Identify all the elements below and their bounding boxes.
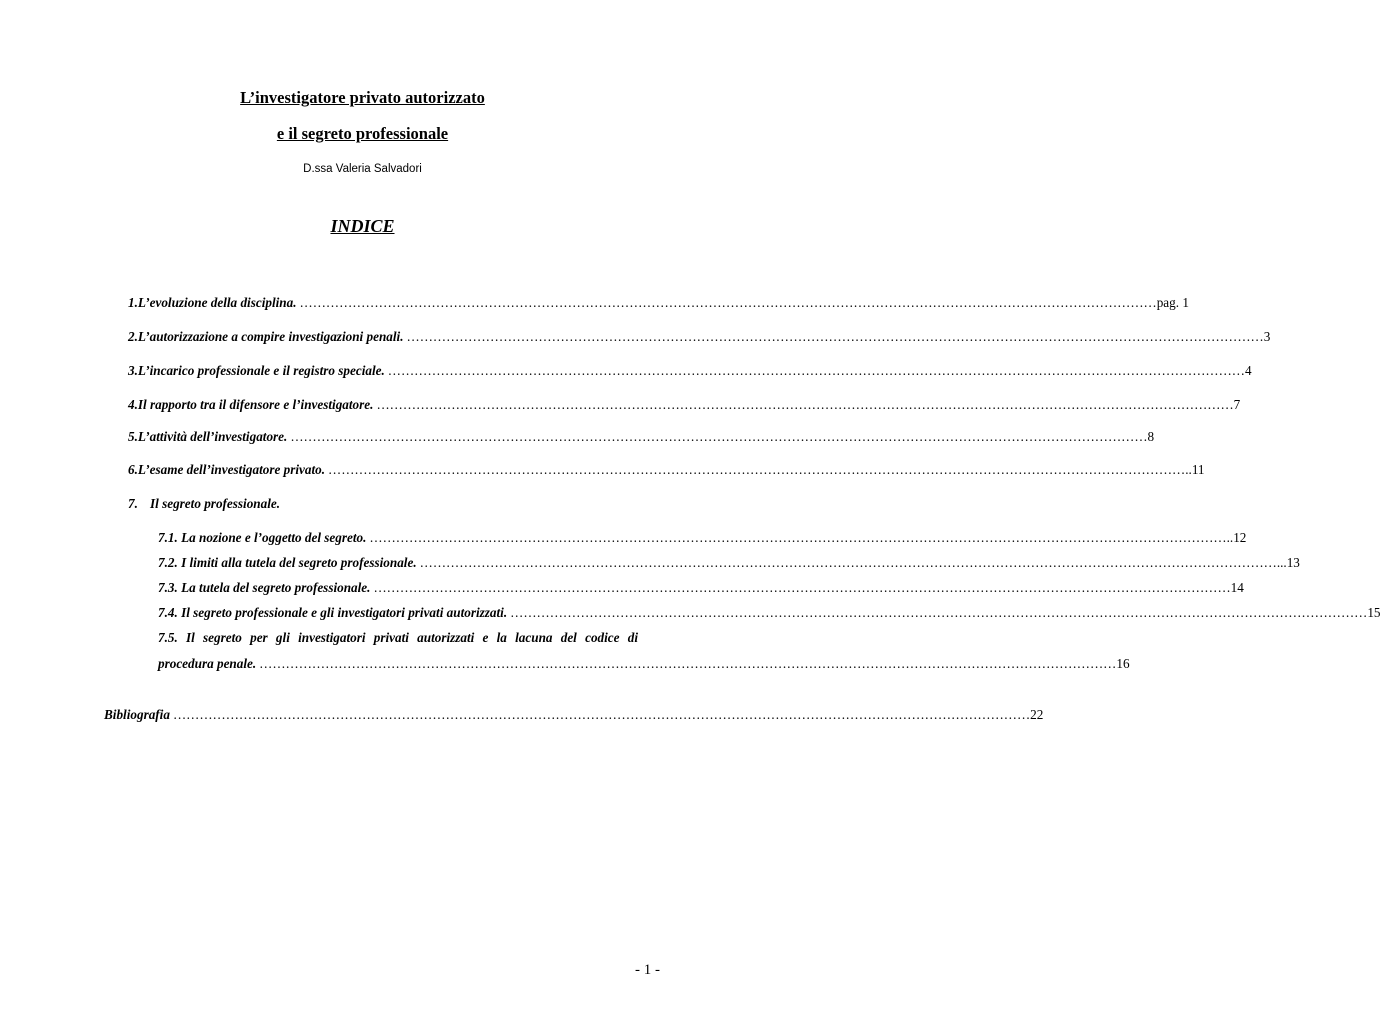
toc-entry-5 [128,429,1155,445]
toc-entry-page: 3 [1263,329,1271,344]
document-title-line1: L’investigatore privato autorizzato [240,88,485,107]
subtoc-entry-label: 7.1. La nozione e l’oggetto del segreto. [158,530,367,545]
toc-leader-dots: …………………………………………………………………………………………………………………………………………………………………………… [299,295,1157,310]
toc-leader-dots: …………………………………………………………………………………………………………………………………………………………………………… [259,656,1117,671]
toc-entry-2 [128,329,1271,345]
toc-entry-label: Il segreto professionale. [150,496,281,511]
toc-entry-7 [128,496,638,512]
subtoc-entry-page: 14 [1230,580,1244,595]
toc-leader-dots: …………………………………………………………………………………………………………………………………………………………………………… [172,707,1031,722]
toc-leader-dots: …………………………………………………………………………………………………………………………………………………………………………… [369,530,1227,545]
toc-entry-number: 1. [128,295,138,310]
subtoc-entry-7-5-line1: 7.5. Il segreto per gli investigatori privati autorizzati e la lacuna del codice di [158,630,638,645]
subtoc-entry-label: 7.2. I limiti alla tutela del segreto professionale. [158,555,417,570]
toc-entry-label: L’evoluzione della disciplina. [137,295,297,310]
toc-entry-label: Il rapporto tra il difensore e l’investigatore. [137,397,374,412]
toc-entry-label: L’autorizzazione a compire investigazioni penali. [137,329,404,344]
toc-entry-page: 7 [1233,397,1241,412]
document-author: D.ssa Valeria Salvadori [303,163,422,175]
toc-entry-number: 3. [128,363,138,378]
subtoc-entry-page: 15 [1367,605,1381,620]
toc-entry-label: L’esame dell’investigatore privato. [137,462,326,477]
subtoc-entry-page: ...13 [1276,555,1300,570]
toc-leader-dots: …………………………………………………………………………………………………………………………………………………………………………… [376,397,1234,412]
subtoc-entry-7-4 [158,605,1381,621]
toc-entry-label: L’incarico professionale e il registro speciale. [137,363,385,378]
subtoc-entry-page: 16 [1116,656,1130,671]
toc-entry-1 [128,295,1189,311]
document-title-line2: e il segreto professionale [276,124,449,143]
toc-entry-4 [128,397,1241,413]
toc-entry-number: 5. [128,429,138,444]
bibliografia-label: Bibliografia [104,707,170,722]
toc-entry-page: pag. 1 [1156,295,1189,310]
toc-leader-dots: …………………………………………………………………………………………………………………………………………………………………………… [406,329,1264,344]
toc-entry-page: 8 [1147,429,1155,444]
subtoc-entry-7-5-line2 [158,656,1130,672]
toc-entry-number: 2. [128,329,138,344]
subtoc-entry-label: 7.3. La tutela del segreto professionale. [158,580,371,595]
toc-entry-number: 4. [128,397,138,412]
toc-leader-dots: …………………………………………………………………………………………………………………………………………………………………………… [510,605,1368,620]
toc-entry-number: 7. [128,496,138,511]
index-heading: INDICE [330,216,395,236]
toc-entry-label: L’attività dell’investigatore. [137,429,288,444]
subtoc-entry-7-1 [158,530,1247,546]
toc-entry-6 [128,462,1205,478]
subtoc-entry-7-2 [158,555,1300,571]
toc-leader-dots: …………………………………………………………………………………………………………………………………………………………………………… [373,580,1231,595]
page-number: - 1 - [635,962,660,978]
toc-entry-number: 6. [128,462,138,477]
subtoc-entry-label: procedura penale. [158,656,257,671]
subtoc-entry-7-3 [158,580,1244,596]
toc-entry-3 [128,363,1252,379]
subtoc-entry-label: 7.4. Il segreto professionale e gli investigatori privati autorizzati. [158,605,508,620]
bibliografia-entry [104,707,1044,723]
toc-leader-dots: …………………………………………………………………………………………………………………………………………………………………………… [419,555,1277,570]
toc-leader-dots: …………………………………………………………………………………………………………………………………………………………………………… [328,462,1186,477]
subtoc-entry-page: ..12 [1226,530,1247,545]
toc-entry-page: 4 [1244,363,1252,378]
toc-entry-page: ..11 [1185,462,1205,477]
toc-leader-dots: …………………………………………………………………………………………………………………………………………………………………………… [290,429,1148,444]
toc-leader-dots: …………………………………………………………………………………………………………………………………………………………………………… [387,363,1245,378]
bibliografia-page: 22 [1030,707,1044,722]
